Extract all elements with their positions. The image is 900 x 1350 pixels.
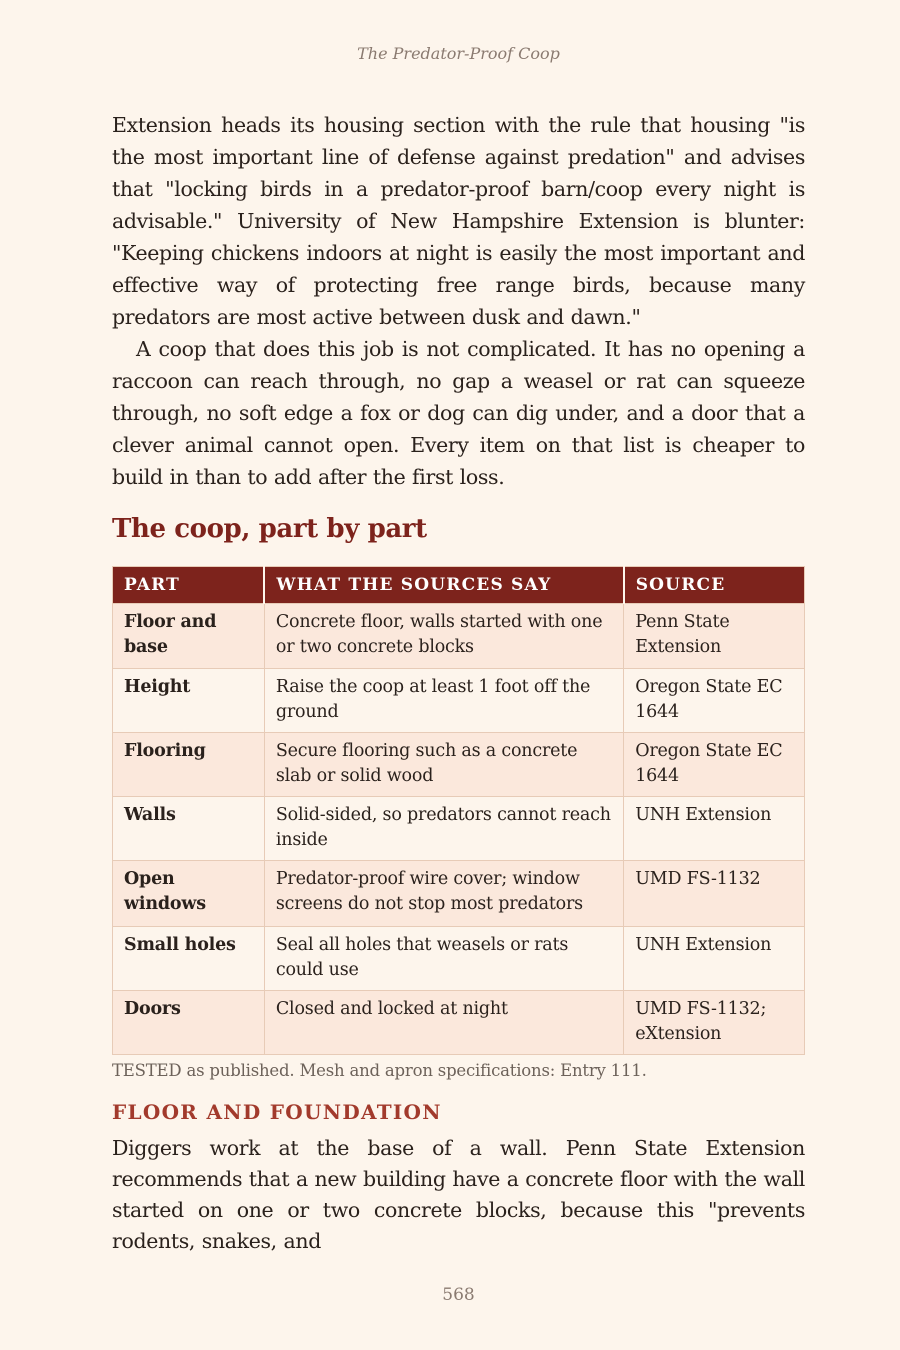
closing-paragraph: Diggers work at the base of a wall. Penn State Extension recommends that a new building have a concrete floor with the wall started on one or two concrete blocks, because this "prevents rodents, snakes, and [112,1136,805,1253]
section-title: The coop, part by part [112,514,427,544]
cell-source: Oregon State EC 1644 [624,669,805,733]
cell-what: Raise the coop at least 1 foot off the ground [264,669,623,733]
table-row [113,991,805,1055]
table-row [113,733,805,797]
header-source: SOURCE [624,567,805,604]
intro-paragraph-1: Extension heads its housing section with the rule that housing "is the most important line of defense against predation" and advises that "locking birds in a predator-proof barn/coop every night is advisable." University of New Hampshire Extension is blunter: "Keeping chickens indoors at night is easily the most important and effective way of protecting free range birds, because many predators are most active between dusk and dawn." [112,113,805,329]
cell-what: Predator-proof wire cover; window screens do not stop most predators [264,861,623,927]
book-page [112,0,805,1350]
table-caption: TESTED as published. Mesh and apron specifications: Entry 111. [112,1061,647,1080]
cell-what: Solid-sided, so predators cannot reach inside [264,797,623,861]
cell-part: Walls [113,797,265,861]
coop-parts-table [112,566,805,1055]
cell-source: UMD FS-1132 [624,861,805,927]
cell-source: UNH Extension [624,797,805,861]
cell-source: UMD FS-1132; eXtension [624,991,805,1055]
table-row [113,669,805,733]
table-row [113,604,805,669]
cell-source: UNH Extension [624,927,805,991]
intro-paragraph-2: A coop that does this job is not complicated. It has no opening a raccoon can reach through, no gap a weasel or rat can squeeze through, no soft edge a fox or dog can dig under, and a door that a clever animal cannot open. Every item on that list is cheaper to build in than to add after the first loss. [112,337,805,489]
table-row [113,861,805,927]
cell-part: Small holes [113,927,265,991]
table-header-row [113,567,805,604]
cell-part: Doors [113,991,265,1055]
table-row [113,797,805,861]
intro-text [112,109,805,493]
cell-part: Flooring [113,733,265,797]
cell-part: Height [113,669,265,733]
table-row [113,927,805,991]
header-what-the-sources-say: WHAT THE SOURCES SAY [264,567,623,604]
cell-what: Concrete floor, walls started with one or two concrete blocks [264,604,623,669]
cell-part: Open windows [113,861,265,927]
cell-what: Closed and locked at night [264,991,623,1055]
running-head: The Predator-Proof Coop [357,44,560,63]
header-part: PART [113,567,265,604]
page-number: 568 [442,1285,475,1305]
cell-what: Seal all holes that weasels or rats could use [264,927,623,991]
cell-source: Penn State Extension [624,604,805,669]
cell-what: Secure flooring such as a concrete slab or solid wood [264,733,623,797]
cell-part: Floor and base [113,604,265,669]
subhead-floor-and-foundation: FLOOR AND FOUNDATION [112,1100,442,1124]
cell-source: Oregon State EC 1644 [624,733,805,797]
